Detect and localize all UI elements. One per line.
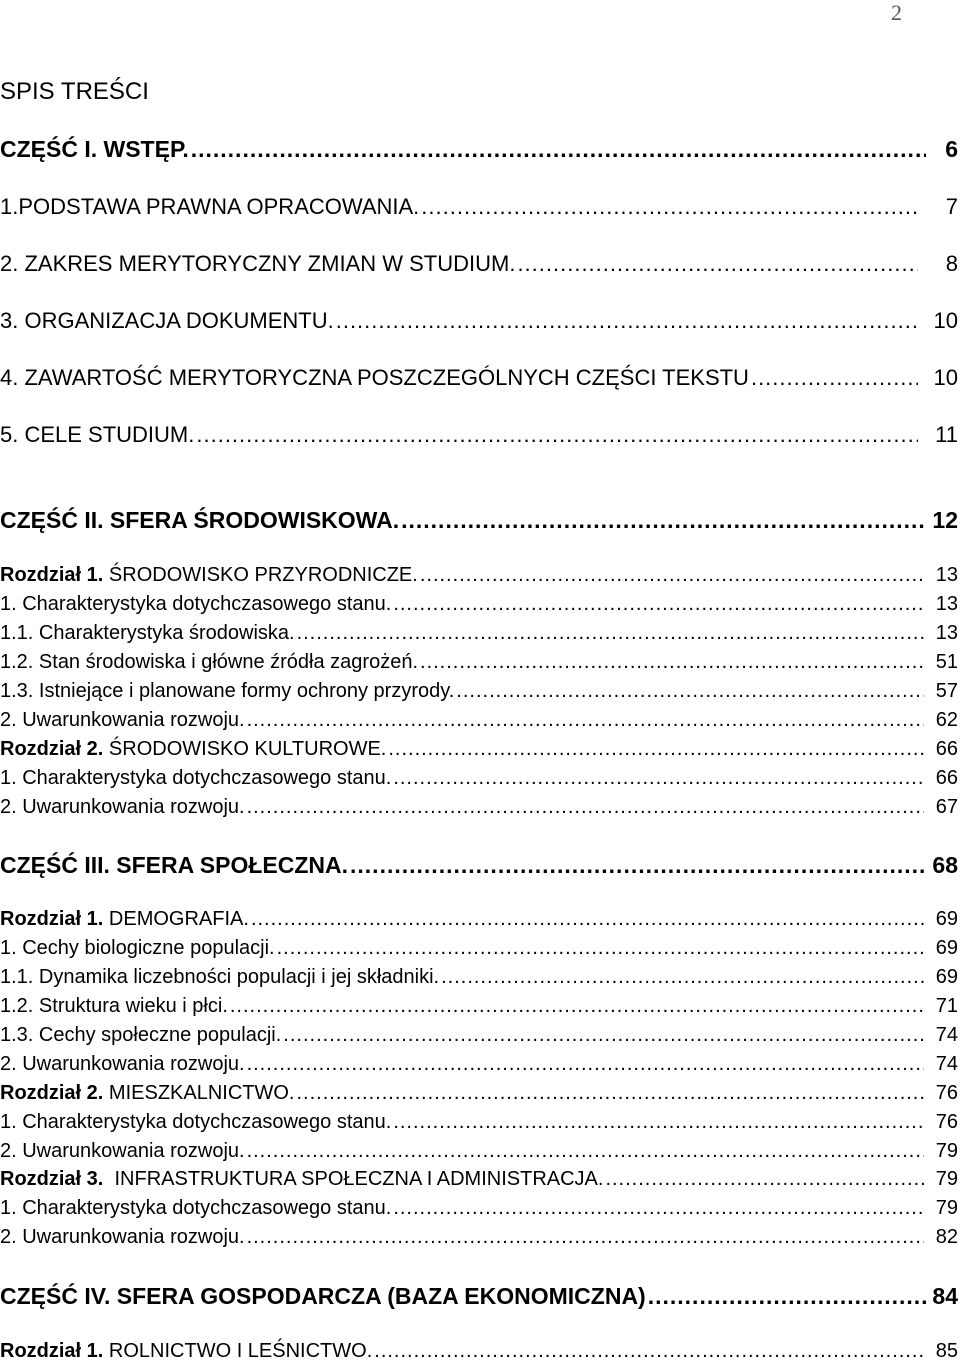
toc-entry[interactable] xyxy=(0,422,958,448)
toc-entry-page: 69 xyxy=(935,937,958,959)
toc-entry-label xyxy=(0,937,275,960)
toc-entry[interactable] xyxy=(0,251,958,277)
dot-leader xyxy=(420,564,924,587)
toc-entry-label xyxy=(0,194,419,220)
toc-entry-text: 1. Charakterystyka dotychczasowego stanu. xyxy=(0,767,392,789)
toc-entry-page: 69 xyxy=(935,966,958,988)
toc-entry[interactable] xyxy=(0,1197,958,1220)
toc-entry[interactable] xyxy=(0,194,958,220)
toc-entry-text: 3. ORGANIZACJA DOKUMENTU. xyxy=(0,308,334,333)
dot-leader xyxy=(247,1226,924,1249)
toc-entry-label xyxy=(0,1283,646,1310)
toc-entry-label xyxy=(0,966,439,989)
toc-entry-page: 7 xyxy=(945,194,958,219)
toc-entry-text: 1. Charakterystyka dotychczasowego stanu. xyxy=(0,1197,392,1219)
dot-leader xyxy=(196,422,918,448)
toc-entry[interactable] xyxy=(0,966,958,989)
dot-leader xyxy=(247,709,924,732)
toc-entry[interactable] xyxy=(0,908,958,931)
toc-entry-label xyxy=(0,796,245,819)
toc-entry-text: 1.2. Struktura wieku i płci. xyxy=(0,995,228,1017)
toc-entry[interactable] xyxy=(0,622,958,645)
toc-entry[interactable] xyxy=(0,995,958,1018)
toc-entry[interactable] xyxy=(0,136,958,163)
toc-entry-page: 74 xyxy=(935,1024,958,1046)
toc-entry[interactable] xyxy=(0,593,958,616)
toc-entry[interactable] xyxy=(0,1140,958,1163)
toc-entry-page: 13 xyxy=(935,564,958,586)
dot-leader xyxy=(401,507,926,534)
dot-leader xyxy=(277,937,924,960)
dot-leader xyxy=(247,1053,924,1076)
toc-entry[interactable] xyxy=(0,852,958,879)
toc-entry-text: DEMOGRAFIA. xyxy=(103,908,249,930)
toc-entry-page: 67 xyxy=(935,796,958,818)
dot-leader xyxy=(420,651,924,674)
toc-entry-label xyxy=(0,1111,391,1134)
dot-leader xyxy=(441,966,924,989)
dot-leader xyxy=(393,593,924,616)
toc-entry-label xyxy=(0,1053,245,1076)
toc-entry[interactable] xyxy=(0,937,958,960)
toc-entry-label xyxy=(0,908,249,931)
dot-leader xyxy=(247,796,924,819)
chapter-prefix: Rozdział 1. xyxy=(0,564,104,586)
toc-entry-label xyxy=(0,680,454,703)
dot-leader xyxy=(283,1024,924,1047)
toc-entry-label xyxy=(0,593,391,616)
toc-entry[interactable] xyxy=(0,1024,958,1047)
toc-entry-text: CZĘŚĆ II. SFERA ŚRODOWISKOWA. xyxy=(0,507,400,533)
toc-entry-text: 2. Uwarunkowania rozwoju. xyxy=(0,1053,245,1075)
toc-entry-page: 12 xyxy=(932,507,958,533)
toc-entry-page: 85 xyxy=(935,1340,958,1362)
toc-entry-page: 6 xyxy=(945,136,958,162)
dot-leader xyxy=(393,767,924,790)
toc-entry-page: 10 xyxy=(933,365,958,390)
toc-entry-page: 82 xyxy=(935,1226,958,1248)
toc-entry-page: 76 xyxy=(935,1111,958,1133)
toc-entry-label xyxy=(0,564,418,587)
toc-entry-page: 11 xyxy=(935,422,958,447)
toc-entry[interactable] xyxy=(0,365,958,391)
toc-entry-label xyxy=(0,308,334,334)
dot-leader xyxy=(251,908,924,931)
toc-entry-page: 79 xyxy=(935,1168,958,1190)
toc-entry-page: 13 xyxy=(935,622,958,644)
toc-entry-label xyxy=(0,1168,603,1191)
dot-leader xyxy=(230,995,924,1018)
toc-entry[interactable] xyxy=(0,1082,958,1105)
toc-entry-page: 69 xyxy=(935,908,958,930)
toc-entry-text: ROLNICTWO I LEŚNICTWO. xyxy=(103,1340,373,1362)
toc-entry[interactable] xyxy=(0,709,958,732)
toc-entry-label xyxy=(0,422,194,448)
chapter-prefix: Rozdział 1. xyxy=(0,908,104,930)
toc-entry-text: CZĘŚĆ I. WSTĘP. xyxy=(0,136,189,162)
toc-entry-page: 79 xyxy=(935,1140,958,1162)
toc-entry-text: CZĘŚĆ IV. SFERA GOSPODARCZA (BAZA EKONOMICZNA) xyxy=(0,1283,646,1309)
toc-entry-label xyxy=(0,1082,294,1105)
toc-entry-text: 1.2. Stan środowiska i główne źródła zagrożeń. xyxy=(0,651,419,673)
toc-entry[interactable] xyxy=(0,1168,958,1191)
dot-leader xyxy=(247,1140,924,1163)
toc-entry[interactable] xyxy=(0,1226,958,1249)
toc-entry-page: 76 xyxy=(935,1082,958,1104)
toc-entry[interactable] xyxy=(0,796,958,819)
toc-entry-label xyxy=(0,136,189,163)
toc-entry-text: 2. Uwarunkowania rozwoju. xyxy=(0,796,245,818)
toc-entry-page: 10 xyxy=(933,308,958,333)
chapter-prefix: Rozdział 2. xyxy=(0,738,104,760)
toc-entry-label xyxy=(0,651,418,674)
dot-leader xyxy=(605,1168,924,1191)
toc-entry-page: 79 xyxy=(935,1197,958,1219)
toc-entry-text: 1.PODSTAWA PRAWNA OPRACOWANIA. xyxy=(0,194,420,219)
toc-entry-text: 1. Cechy biologiczne populacji. xyxy=(0,937,275,959)
chapter-prefix: Rozdział 3. xyxy=(0,1168,104,1190)
toc-entry[interactable] xyxy=(0,738,958,761)
toc-entry-label xyxy=(0,1226,245,1249)
toc-entry-text: 2. Uwarunkowania rozwoju. xyxy=(0,1140,245,1162)
toc-entry-text: 1.1. Charakterystyka środowiska. xyxy=(0,622,295,644)
page-number: 2 xyxy=(891,0,902,25)
toc-entry-label xyxy=(0,365,749,391)
toc-entry-text: 1.3. Cechy społeczne populacji. xyxy=(0,1024,282,1046)
dot-leader xyxy=(388,738,924,761)
toc-entry-text: ŚRODOWISKO KULTUROWE. xyxy=(103,738,387,760)
toc-entry-label xyxy=(0,767,391,790)
toc-entry[interactable] xyxy=(0,564,958,587)
dot-leader xyxy=(751,365,918,391)
toc-entry[interactable] xyxy=(0,308,958,334)
toc-title: SPIS TREŚCI xyxy=(0,78,149,105)
dot-leader xyxy=(393,1197,924,1220)
dot-leader xyxy=(374,1340,924,1363)
toc-entry-label xyxy=(0,1024,281,1047)
dot-leader xyxy=(336,308,918,334)
toc-entry-text: 4. ZAWARTOŚĆ MERYTORYCZNA POSZCZEGÓLNYCH CZĘŚCI TEKSTU xyxy=(0,365,749,390)
toc-entry-text: MIESZKALNICTWO. xyxy=(103,1082,295,1104)
toc-entry-label xyxy=(0,251,515,277)
dot-leader xyxy=(393,1111,924,1134)
toc-entry-page: 66 xyxy=(935,738,958,760)
toc-entry[interactable] xyxy=(0,767,958,790)
toc-entry-label xyxy=(0,1340,372,1363)
toc-entry-text: 1. Charakterystyka dotychczasowego stanu. xyxy=(0,1111,392,1133)
toc-entry-text: INFRASTRUKTURA SPOŁECZNA I ADMINISTRACJA. xyxy=(103,1168,604,1190)
toc-entry-text: 2. Uwarunkowania rozwoju. xyxy=(0,1226,245,1248)
toc-entry[interactable] xyxy=(0,1340,958,1363)
toc-entry-text: 2. ZAKRES MERYTORYCZNY ZMIAN W STUDIUM. xyxy=(0,251,516,276)
toc-entry-text: 1.1. Dynamika liczebności populacji i jej składniki. xyxy=(0,966,440,988)
toc-entry-text: 1. Charakterystyka dotychczasowego stanu. xyxy=(0,593,392,615)
toc-entry-label xyxy=(0,852,348,879)
toc-entry[interactable] xyxy=(0,1111,958,1134)
toc-entry[interactable] xyxy=(0,1283,958,1310)
toc-entry-text: 1.3. Istniejące i planowane formy ochrony przyrody. xyxy=(0,680,455,702)
toc-entry-page: 71 xyxy=(935,995,958,1017)
toc-entry-page: 68 xyxy=(932,852,958,878)
toc-entry-page: 74 xyxy=(935,1053,958,1075)
toc-entry-label xyxy=(0,709,245,732)
dot-leader xyxy=(350,852,926,879)
toc-entry-label xyxy=(0,1197,391,1220)
dot-leader xyxy=(297,622,924,645)
dot-leader xyxy=(191,136,926,163)
toc-entry[interactable] xyxy=(0,680,958,703)
toc-entry-label xyxy=(0,622,295,645)
toc-entry-label xyxy=(0,995,228,1018)
dot-leader xyxy=(421,194,918,220)
toc-entry[interactable] xyxy=(0,651,958,674)
chapter-prefix: Rozdział 1. xyxy=(0,1340,104,1362)
toc-entry-text: 5. CELE STUDIUM. xyxy=(0,422,195,447)
toc-entry-text: ŚRODOWISKO PRZYRODNICZE. xyxy=(103,564,418,586)
dot-leader xyxy=(648,1283,926,1310)
toc-entry-page: 66 xyxy=(935,767,958,789)
toc-entry-label xyxy=(0,507,399,534)
toc-entry-label xyxy=(0,738,386,761)
toc-entry-page: 62 xyxy=(935,709,958,731)
dot-leader xyxy=(517,251,918,277)
toc-entry[interactable] xyxy=(0,1053,958,1076)
toc-entry-text: CZĘŚĆ III. SFERA SPOŁECZNA. xyxy=(0,852,349,878)
toc-entry-page: 57 xyxy=(935,680,958,702)
toc-entry-page: 84 xyxy=(932,1283,958,1309)
dot-leader xyxy=(296,1082,924,1105)
toc-entry-page: 51 xyxy=(935,651,958,673)
toc-entry[interactable] xyxy=(0,507,958,534)
dot-leader xyxy=(456,680,924,703)
toc-entry-label xyxy=(0,1140,245,1163)
toc-entry-page: 13 xyxy=(935,593,958,615)
toc-entry-page: 8 xyxy=(945,251,958,276)
toc-entry-text: 2. Uwarunkowania rozwoju. xyxy=(0,709,245,731)
chapter-prefix: Rozdział 2. xyxy=(0,1082,104,1104)
